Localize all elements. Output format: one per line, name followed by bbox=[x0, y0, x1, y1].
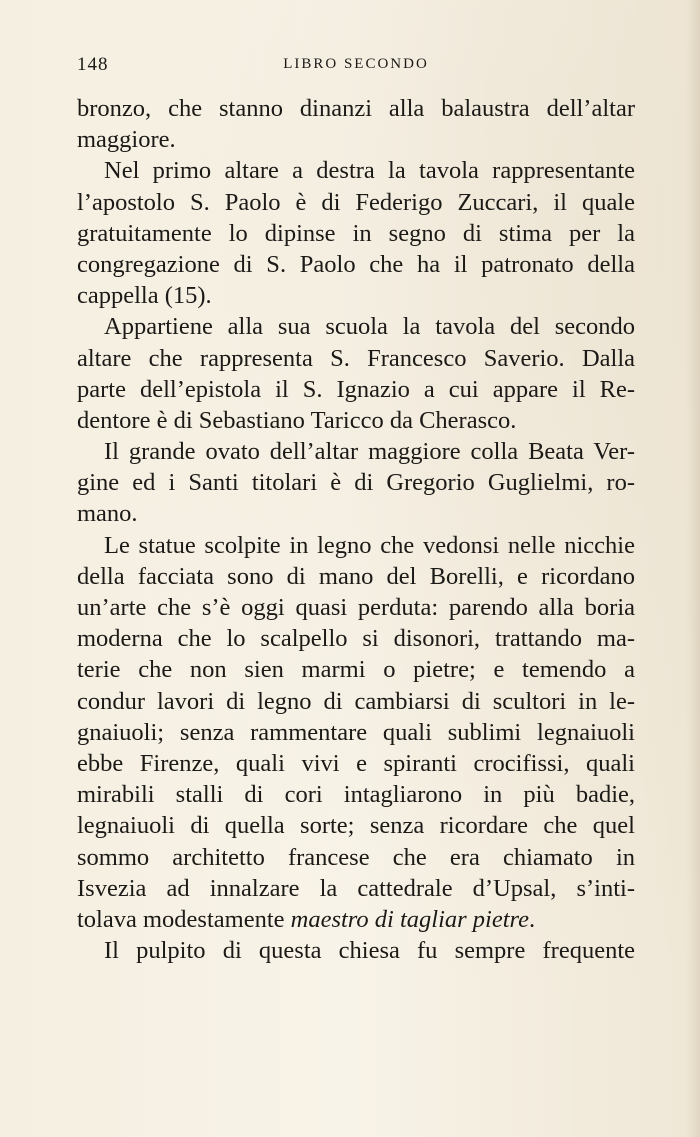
text-line: Le statue scolpite in legno che vedonsi nelle nicchie bbox=[104, 531, 635, 559]
page-number: 148 bbox=[77, 54, 109, 75]
text-line: maggiore. bbox=[77, 126, 176, 154]
text-line: moderna che lo scalpello si disonori, trattando ma- bbox=[77, 625, 635, 653]
text-line: condur lavori di legno di cambiarsi di scultori in le- bbox=[77, 687, 635, 715]
text-line: gratuitamente lo dipinse in segno di stima per la bbox=[77, 219, 635, 247]
text-line: sommo architetto francese che era chiamato in bbox=[77, 843, 635, 871]
running-head: LIBRO SECONDO bbox=[283, 56, 429, 72]
text-line bbox=[77, 904, 635, 935]
text-line: bronzo, che stanno dinanzi alla balaustra dell’altar bbox=[77, 95, 635, 122]
text-line: l’apostolo S. Paolo è di Federigo Zuccari, il quale bbox=[77, 188, 635, 216]
text-line: gine ed i Santi titolari è di Gregorio Guglielmi, ro- bbox=[77, 469, 635, 497]
text-line: mirabili stalli di cori intagliarono in più badie, bbox=[77, 781, 635, 809]
text-line: ebbe Firenze, quali vivi e spiranti crocifissi, quali bbox=[77, 749, 635, 777]
text-line: Isvezia ad innalzare la cattedrale d’Upsal, s’inti- bbox=[77, 874, 635, 902]
text-line: congregazione di S. Paolo che ha il patronato della bbox=[77, 250, 635, 278]
text-line: mano. bbox=[77, 500, 138, 528]
text-line: legnaiuoli di quella sorte; senza ricordare che quel bbox=[77, 812, 635, 840]
text-segment: . bbox=[529, 905, 536, 933]
page-header bbox=[77, 54, 635, 78]
text-line: gnaiuoli; senza rammentare quali sublimi legnaiuoli bbox=[77, 718, 635, 746]
text-line: parte dell’epistola il S. Ignazio a cui appare il Re- bbox=[77, 375, 635, 403]
italic-phrase: maestro di tagliar pietre bbox=[290, 905, 530, 933]
text-line: altare che rappresenta S. Francesco Saverio. Dalla bbox=[77, 344, 635, 372]
body-text bbox=[77, 93, 635, 966]
text-line: della facciata sono di mano del Borelli, e ricordano bbox=[77, 562, 635, 590]
text-line: dentore è di Sebastiano Taricco da Cherasco. bbox=[77, 406, 517, 434]
text-segment: tolava modestamente bbox=[77, 905, 291, 933]
text-line: Il grande ovato dell’altar maggiore colla Beata Ver- bbox=[104, 438, 635, 466]
text-line: Il pulpito di questa chiesa fu sempre frequente bbox=[104, 937, 635, 965]
page-edge-shadow bbox=[686, 0, 700, 1137]
text-line: terie che non sien marmi o pietre; e temendo a bbox=[77, 656, 635, 684]
text-line: cappella (15). bbox=[77, 282, 212, 310]
text-line: Appartiene alla sua scuola la tavola del secondo bbox=[104, 313, 635, 341]
text-line: Nel primo altare a destra la tavola rappresentante bbox=[104, 157, 635, 185]
text-line: un’arte che s’è oggi quasi perduta: parendo alla boria bbox=[77, 594, 635, 621]
